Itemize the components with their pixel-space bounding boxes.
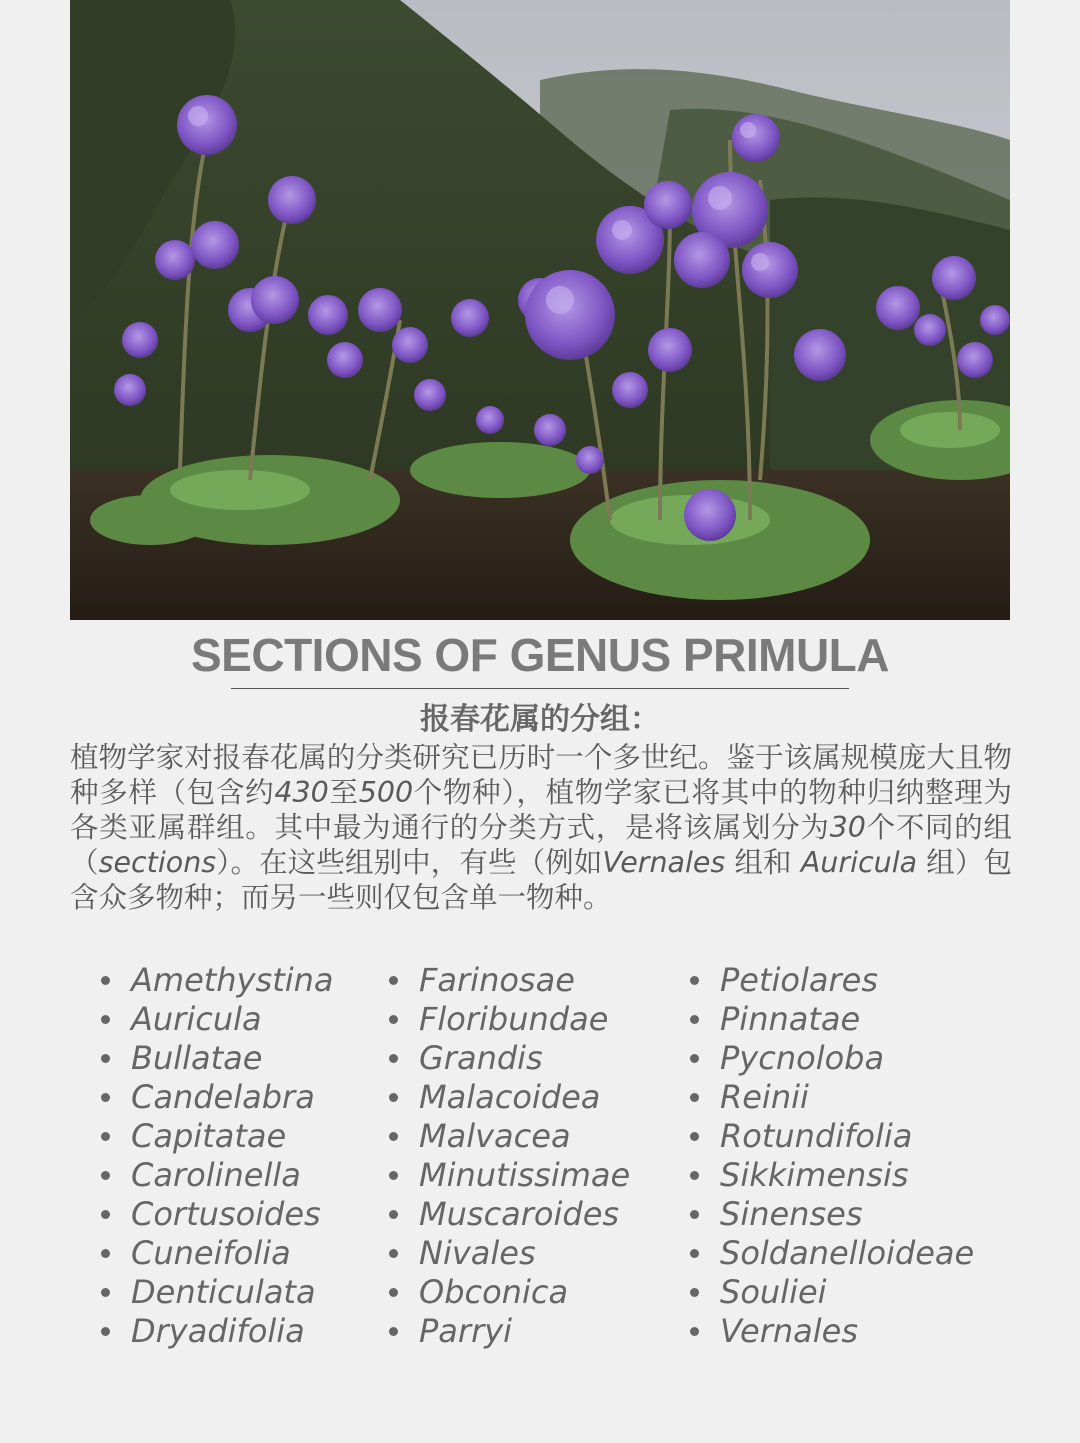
list-item: Malacoidea	[389, 1078, 630, 1117]
page-subtitle: 报春花属的分组：	[420, 702, 660, 737]
list-item: Reinii	[690, 1078, 974, 1117]
list-item: Petiolares	[690, 961, 974, 1000]
list-item: Sikkimensis	[690, 1156, 974, 1195]
title-divider	[231, 688, 849, 689]
term-vernales: Vernales	[602, 846, 726, 879]
sections-list-column-3	[690, 961, 974, 1351]
intro-text: 植物学家对报春花属的分类研究已历时一个多世纪。鉴于该属规模庞大且物种多样（包含约	[70, 741, 1012, 809]
list-item: Bullatae	[101, 1039, 334, 1078]
list-item: Minutissimae	[389, 1156, 630, 1195]
intro-text: 组）包含众多物种；而另一些则仅包含单一物种。	[70, 846, 1012, 914]
intro-text: 个物种），植物学家已将其中的物种归纳整理为各类亚属群组。其中最为通行的分类方式，是将该属划分为	[70, 776, 1012, 844]
list-item: Pinnatae	[690, 1000, 974, 1039]
term-sections: sections	[98, 846, 217, 879]
list-item: Nivales	[389, 1234, 630, 1273]
sections-list-column-2	[389, 961, 630, 1351]
list-item: Rotundifolia	[690, 1117, 974, 1156]
page-title: SECTIONS OF GENUS PRIMULA	[191, 629, 889, 681]
list-item: Vernales	[690, 1312, 974, 1351]
list-item: Candelabra	[101, 1078, 334, 1117]
intro-text: 组和	[725, 846, 801, 879]
term-auricula: Auricula	[800, 846, 918, 879]
intro-text: 个不同的组（	[70, 811, 1012, 879]
sections-count: 30	[829, 811, 866, 844]
list-item: Parryi	[389, 1312, 630, 1351]
list-item: Cortusoides	[101, 1195, 334, 1234]
primula-photo	[70, 0, 1010, 620]
list-item: Muscaroides	[389, 1195, 630, 1234]
list-item: Dryadifolia	[101, 1312, 334, 1351]
list-item: Cuneifolia	[101, 1234, 334, 1273]
list-item: Sinenses	[690, 1195, 974, 1234]
species-count-max: 500	[358, 776, 414, 809]
list-item: Soldanelloideae	[690, 1234, 974, 1273]
list-item: Amethystina	[101, 961, 334, 1000]
list-item: Capitatae	[101, 1117, 334, 1156]
list-item: Souliei	[690, 1273, 974, 1312]
list-item: Auricula	[101, 1000, 334, 1039]
list-item: Grandis	[389, 1039, 630, 1078]
list-item: Denticulata	[101, 1273, 334, 1312]
list-item: Obconica	[389, 1273, 630, 1312]
list-item: Pycnoloba	[690, 1039, 974, 1078]
list-item: Floribundae	[389, 1000, 630, 1039]
list-item: Malvacea	[389, 1117, 630, 1156]
intro-text: ）。在这些组别中，有些（例如	[216, 846, 603, 879]
intro-paragraph	[70, 740, 1012, 915]
list-item: Farinosae	[389, 961, 630, 1000]
list-item: Carolinella	[101, 1156, 334, 1195]
species-count-min: 430	[274, 776, 329, 809]
sections-list-column-1	[101, 961, 334, 1351]
primula-photo-illustration	[70, 0, 1010, 620]
intro-text: 至	[328, 776, 359, 809]
